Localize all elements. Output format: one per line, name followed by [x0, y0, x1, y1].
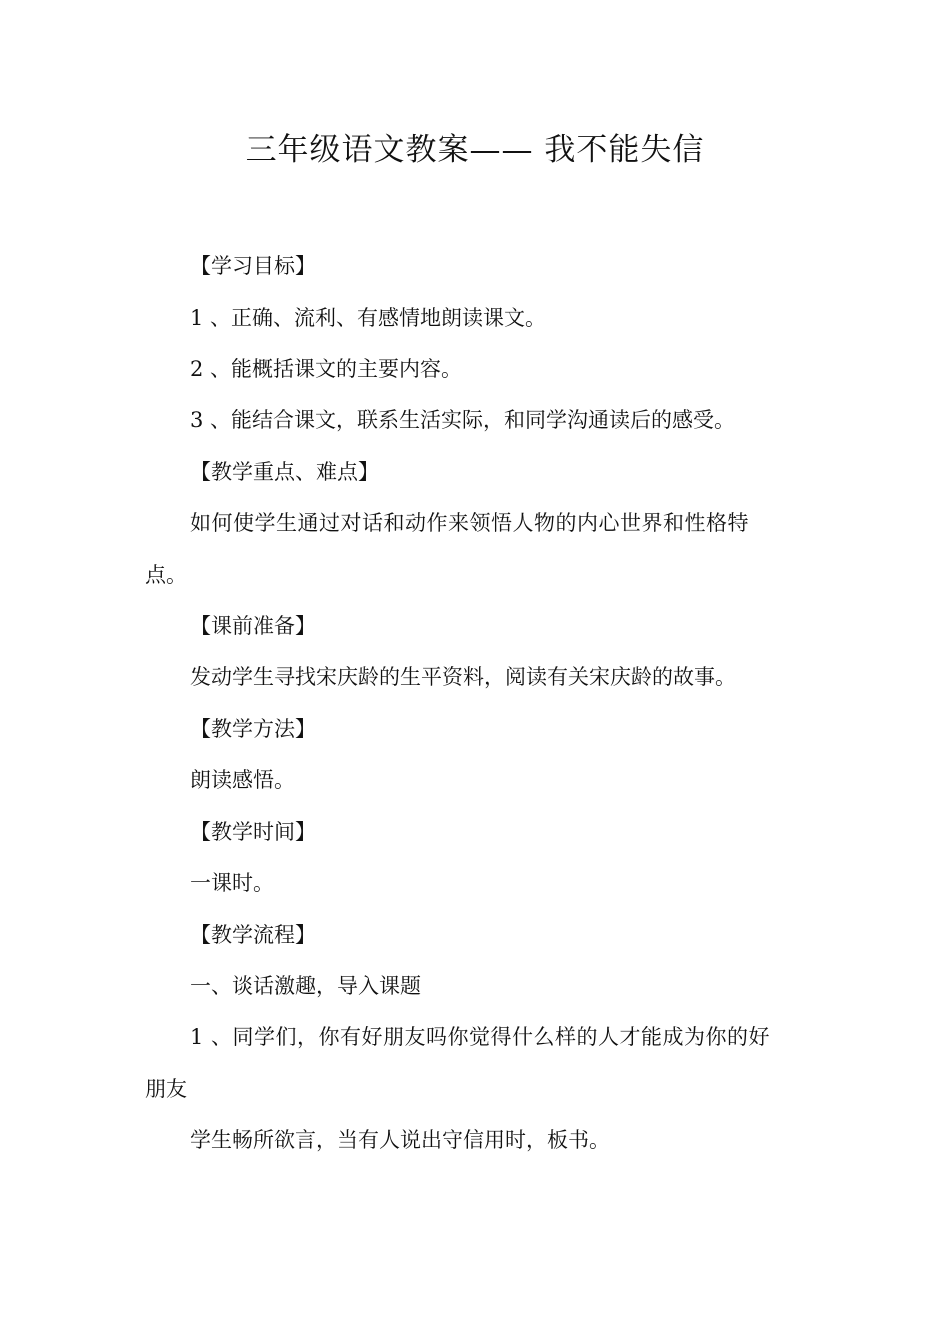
teaching-method-text: 朗读感悟。 [190, 768, 295, 792]
teaching-time-text: 一课时。 [190, 871, 274, 895]
student-response-text: 学生畅所欲言，当有人说出守信用时，板书。 [190, 1128, 610, 1152]
key-points-text-continued: 点。 [145, 563, 187, 587]
process-section-1: 一、谈话激趣，导入课题 [190, 974, 421, 998]
process-step-1: 1 、同学们，你有好朋友吗你觉得什么样的人才能成为你的好 [190, 1025, 771, 1049]
heading-teaching-process: 【教学流程】 [190, 923, 316, 947]
heading-learning-goals: 【学习目标】 [190, 254, 316, 278]
heading-teaching-method: 【教学方法】 [190, 717, 316, 741]
goal-item-1: 1 、正确、流利、有感情地朗读课文。 [190, 306, 547, 330]
process-step-1-continued: 朋友 [145, 1077, 187, 1101]
heading-teaching-time: 【教学时间】 [190, 820, 316, 844]
key-points-text: 如何使学生通过对话和动作来领悟人物的内心世界和性格特 [190, 511, 749, 535]
document-title: 三年级语文教案—— 我不能失信 [245, 132, 705, 168]
goal-item-2: 2 、能概括课文的主要内容。 [190, 357, 463, 381]
heading-preparation: 【课前准备】 [190, 614, 316, 638]
goal-item-3: 3 、能结合课文，联系生活实际，和同学沟通读后的感受。 [190, 408, 736, 432]
preparation-text: 发动学生寻找宋庆龄的生平资料，阅读有关宋庆龄的故事。 [190, 665, 736, 689]
heading-key-points: 【教学重点、难点】 [190, 460, 379, 484]
